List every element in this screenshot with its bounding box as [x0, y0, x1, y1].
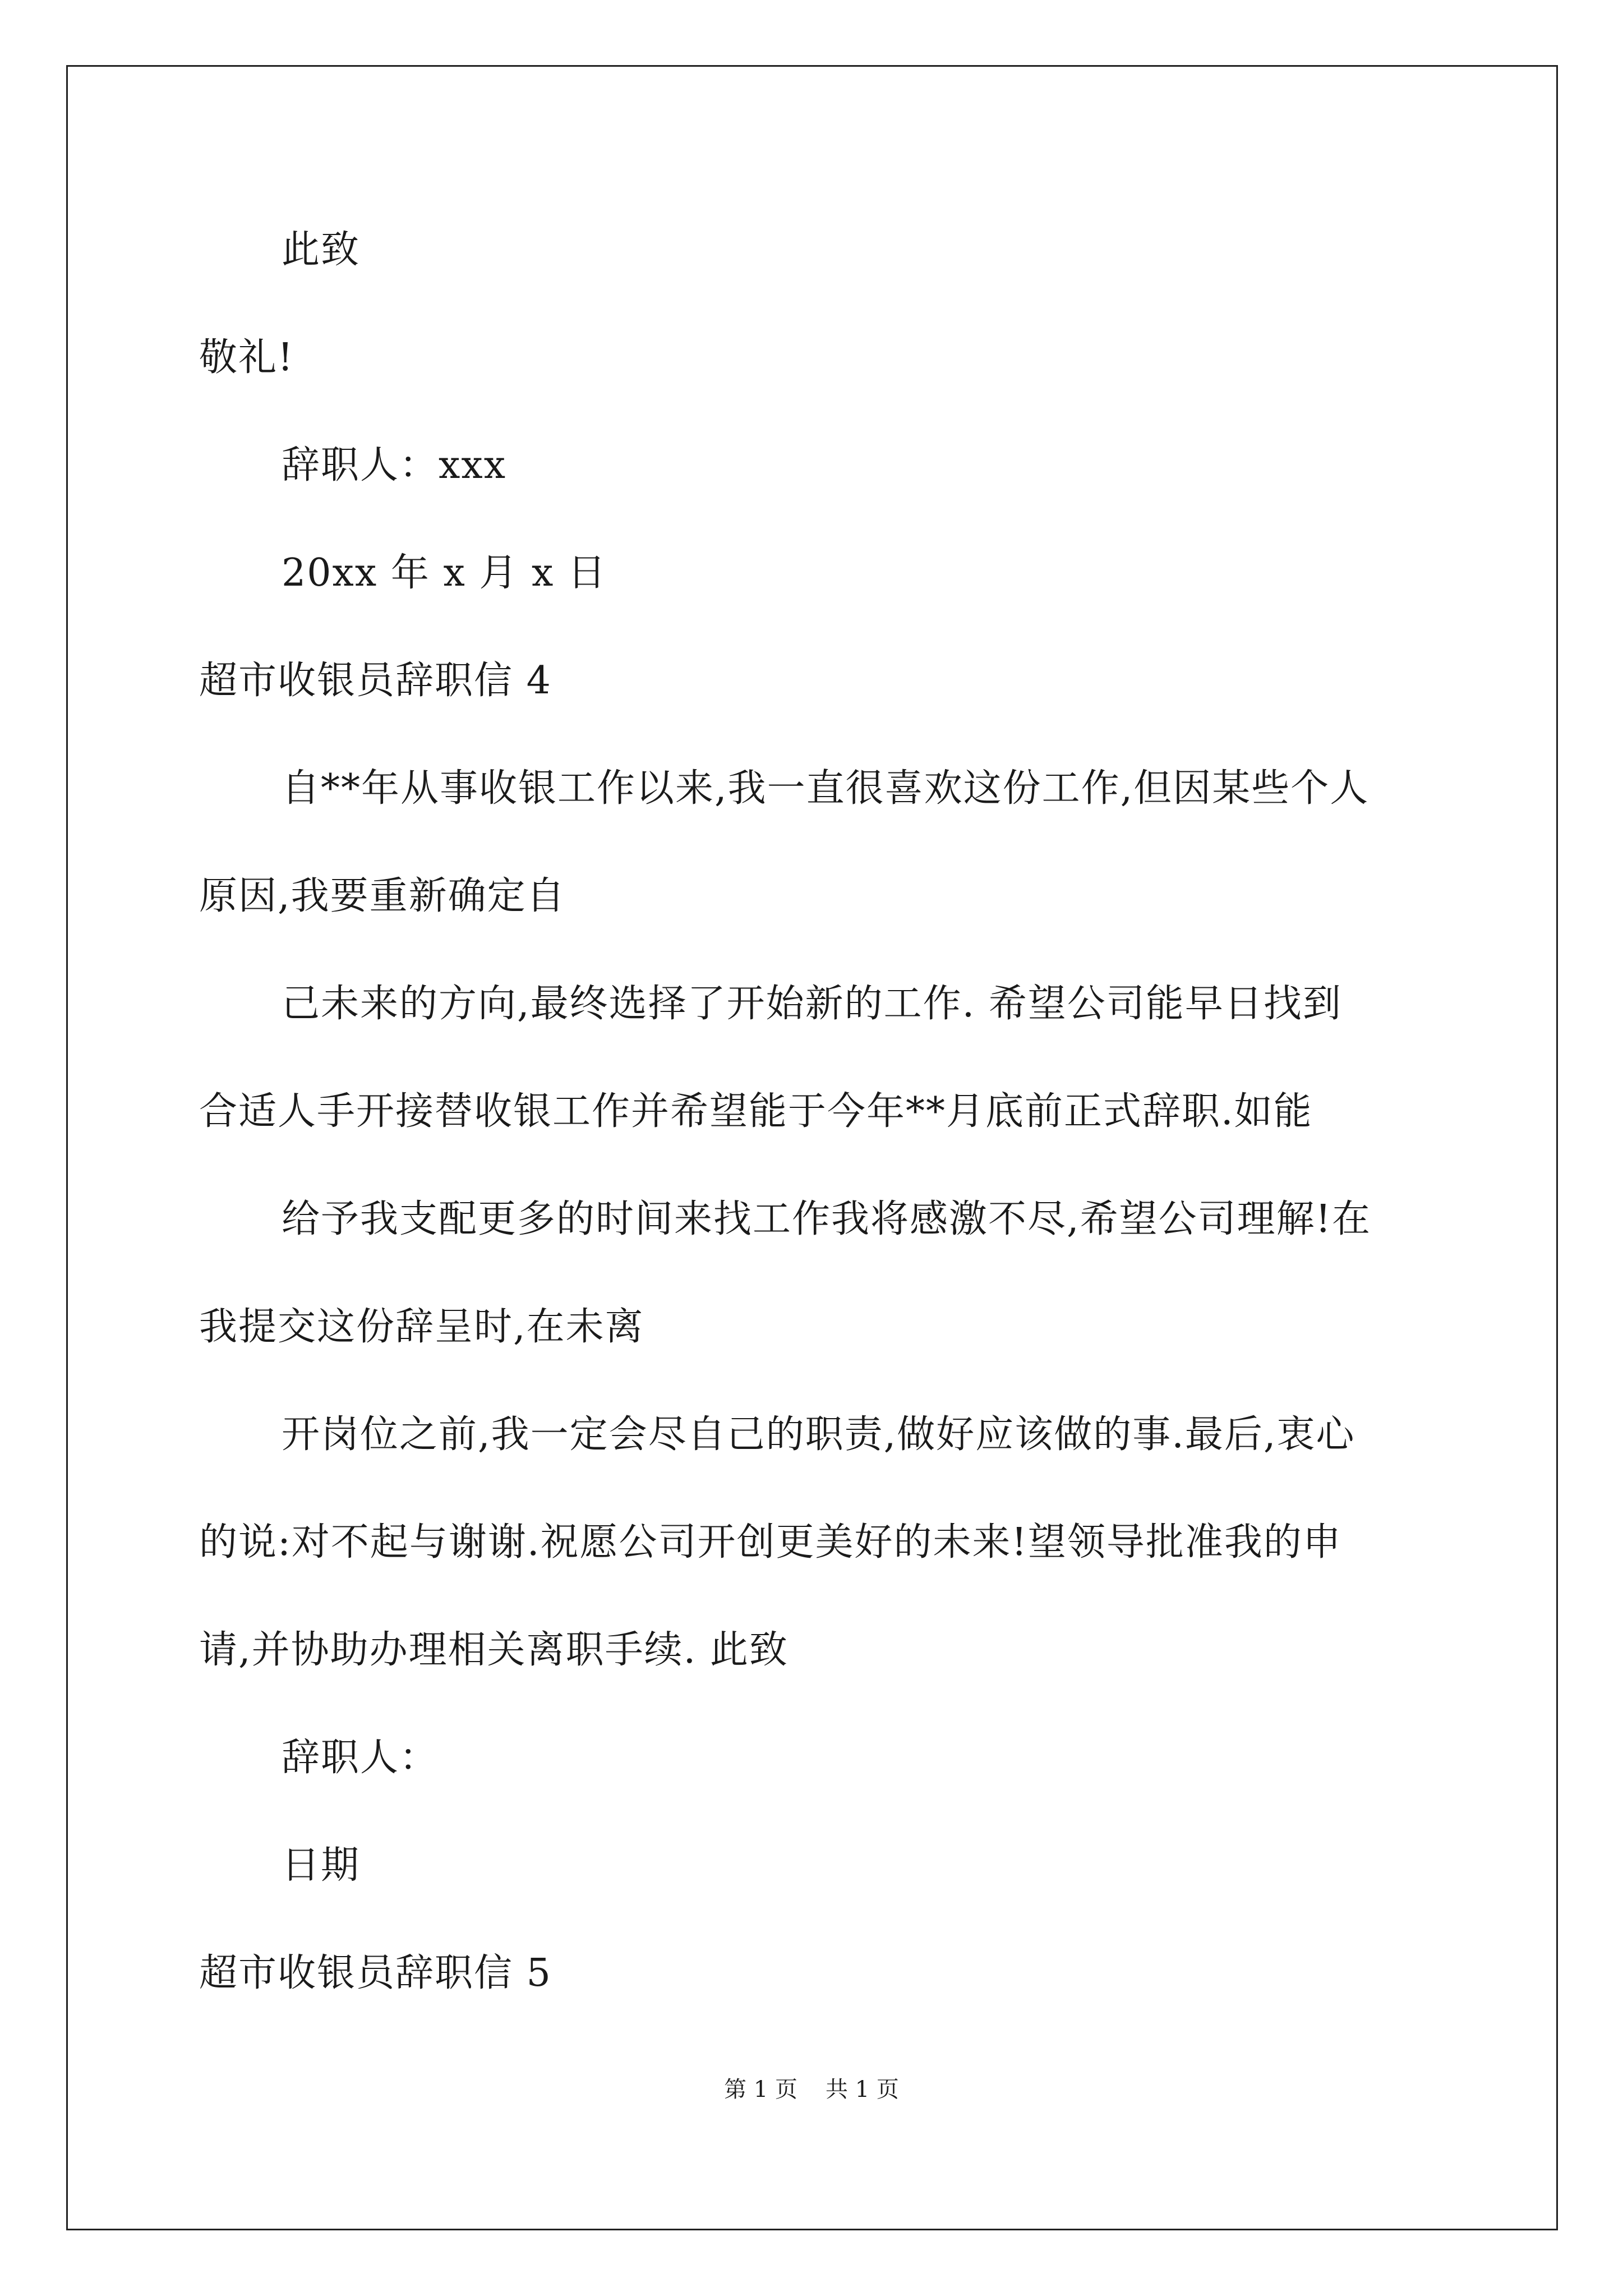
closing-salutation: 此致 — [282, 228, 361, 272]
body-line: 请,并协助办理相关离职手续. 此致 — [199, 1628, 789, 1672]
page-frame — [66, 65, 1558, 2230]
body-line: 我提交这份辞呈时,在未离 — [199, 1305, 644, 1349]
page-number: 第 1 页 — [724, 2077, 797, 2102]
resigner-name: 辞职人：xxx — [282, 443, 507, 487]
body-line: 自**年从事收银工作以来,我一直很喜欢这份工作,但因某些个人 — [282, 766, 1370, 811]
date-label: 日期 — [282, 1843, 361, 1888]
closing-respect: 敬礼! — [199, 335, 294, 380]
body-line: 的说:对不起与谢谢.祝愿公司开创更美好的未来!望领导批准我的申 — [199, 1520, 1342, 1565]
body-line: 开岗位之前,我一定会尽自己的职责,做好应该做的事.最后,衷心 — [282, 1412, 1355, 1457]
letter-date: 20xx 年 x 月 x 日 — [282, 551, 607, 595]
page-total: 共 1 页 — [826, 2077, 899, 2102]
body-line: 给予我支配更多的时间来找工作我将感激不尽,希望公司理解!在 — [282, 1197, 1371, 1241]
body-line: 合适人手开接替收银工作并希望能于今年**月底前正式辞职.如能 — [199, 1089, 1313, 1134]
body-line: 己未来的方向,最终选择了开始新的工作. 希望公司能早日找到 — [282, 982, 1342, 1026]
section-heading-4: 超市收银员辞职信 4 — [199, 659, 552, 703]
section-heading-5: 超市收银员辞职信 5 — [199, 1951, 552, 1995]
signature-label: 辞职人： — [282, 1736, 439, 1780]
body-line: 原因,我要重新确定自 — [199, 874, 566, 918]
page-footer — [0, 2078, 1623, 2101]
